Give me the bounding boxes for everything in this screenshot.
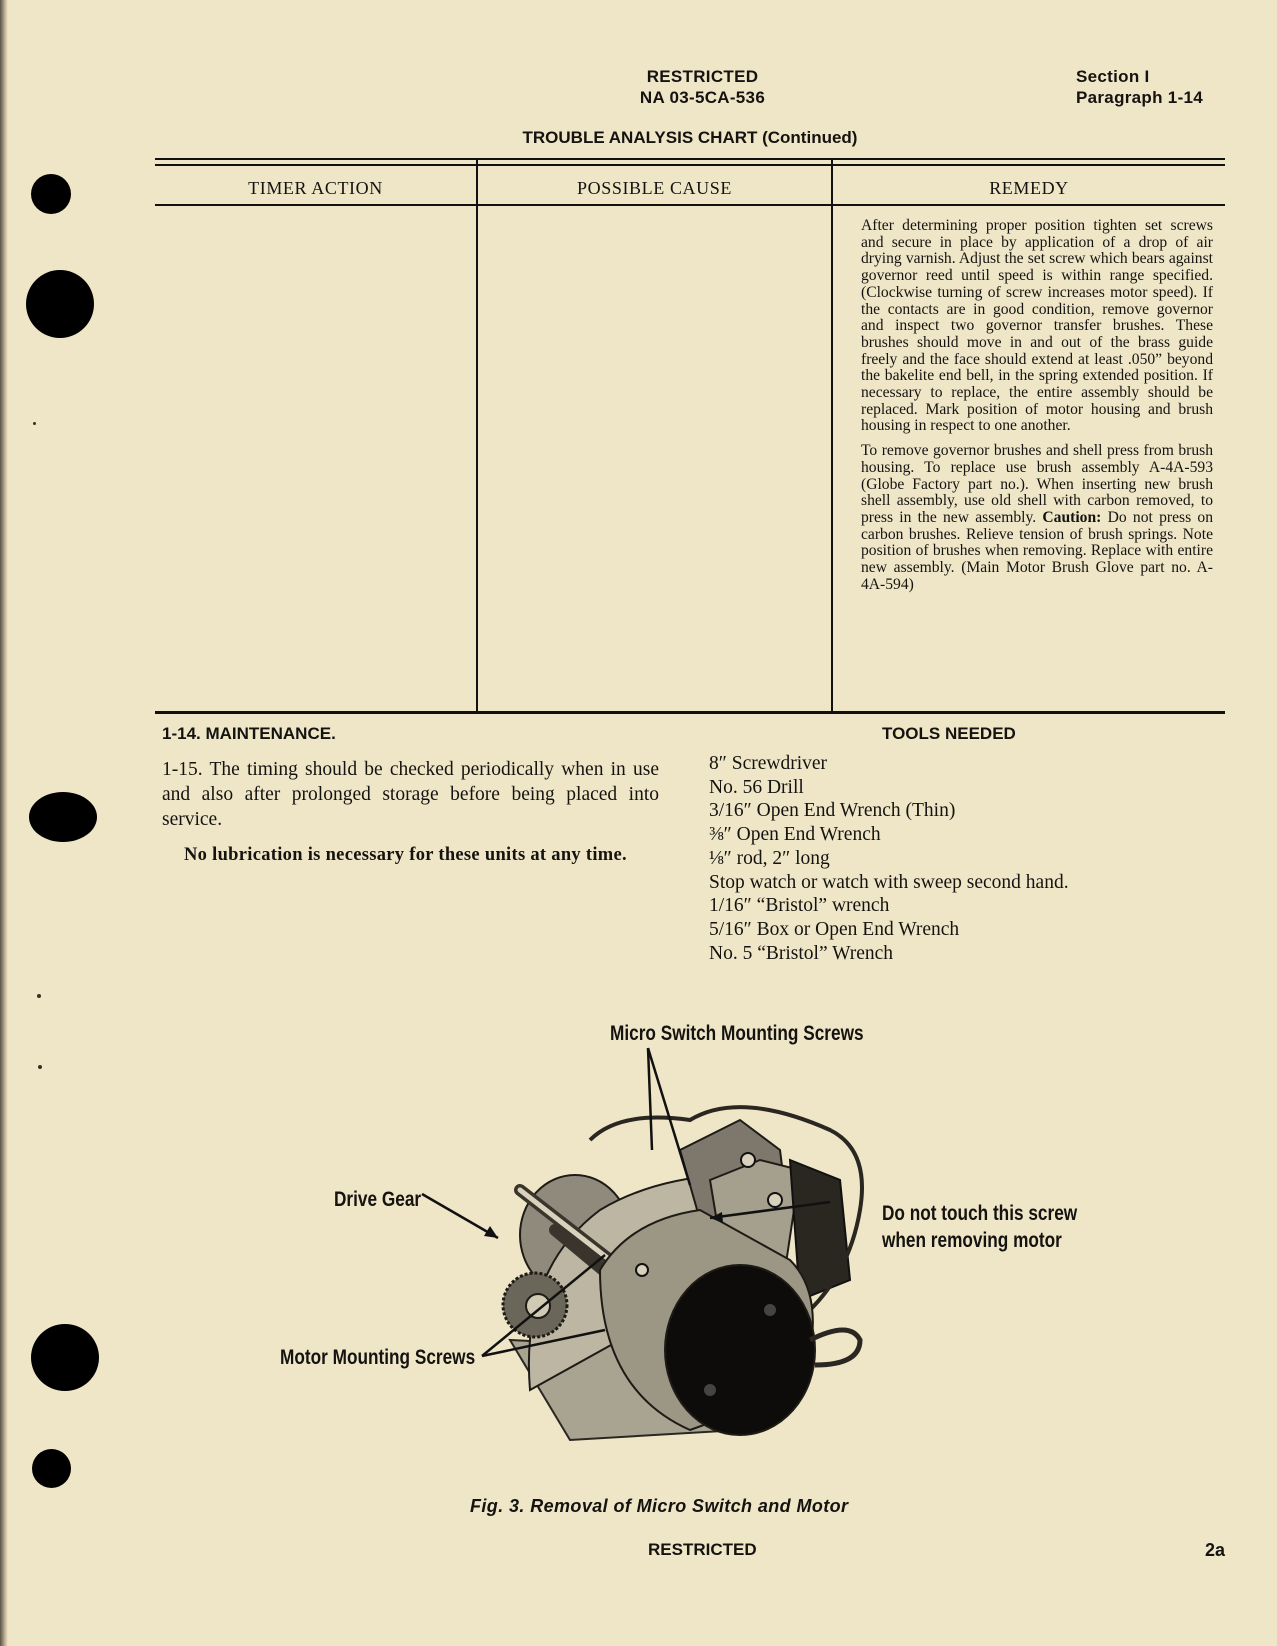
table-top-rule bbox=[155, 158, 1225, 160]
tool-item: 8″ Screwdriver bbox=[709, 753, 828, 774]
label-micro-switch-screws: Micro Switch Mounting Screws bbox=[610, 1022, 864, 1045]
tool-item: 3/16″ Open End Wrench (Thin) bbox=[709, 800, 956, 822]
binder-hole bbox=[31, 1324, 99, 1391]
binder-hole bbox=[29, 792, 97, 842]
header-bottom-rule bbox=[155, 204, 1225, 206]
label-line: Do not touch this screw bbox=[882, 1202, 1078, 1225]
binder-hole bbox=[32, 1449, 71, 1488]
table-top-rule-2 bbox=[155, 164, 1225, 166]
maintenance-paragraph: 1-15. The timing should be checked periodically when in use and also after prolonged storage before being placed into service. bbox=[162, 759, 659, 830]
column-header-possible-cause: POSSIBLE CAUSE bbox=[577, 178, 732, 198]
tools-list bbox=[709, 752, 1069, 965]
caution-text: Do not press on carbon brushes. Relieve tension of brush springs. Note position of brushes when removing. Replace with entire new assembly. (Main Motor Brush Glove part no. A-4A-594) bbox=[861, 508, 1213, 593]
tool-item: 1/16″ “Bristol” wrench bbox=[709, 895, 890, 917]
figure-caption: Fig. 3. Removal of Micro Switch and Motor bbox=[470, 1496, 849, 1516]
page-edge bbox=[0, 0, 8, 1646]
paper-speck bbox=[37, 994, 41, 998]
trouble-analysis-table bbox=[155, 158, 1225, 714]
tool-item: Stop watch or watch with sweep second hand. bbox=[709, 871, 1069, 893]
table-bottom-rule bbox=[155, 711, 1225, 714]
section-reference bbox=[1076, 66, 1203, 108]
label-drive-gear: Drive Gear bbox=[334, 1188, 422, 1211]
remedy-cell bbox=[861, 218, 1213, 601]
binder-hole bbox=[26, 270, 94, 338]
header-paragraph: Paragraph 1-14 bbox=[1076, 88, 1204, 107]
tool-item: No. 5 “Bristol” Wrench bbox=[709, 942, 894, 964]
paper-speck bbox=[38, 1065, 42, 1069]
label-line: when removing motor bbox=[882, 1229, 1062, 1252]
lubrication-note: No lubrication is necessary for these units at any time. bbox=[184, 845, 627, 865]
column-header-remedy: REMEDY bbox=[989, 178, 1069, 198]
label-motor-mounting-screws: Motor Mounting Screws bbox=[280, 1346, 476, 1369]
column-header-timer-action: TIMER ACTION bbox=[248, 178, 383, 198]
remedy-paragraph bbox=[861, 443, 1213, 593]
caution-label: Caution: bbox=[1042, 508, 1102, 526]
paper-speck bbox=[33, 422, 36, 425]
tools-heading: TOOLS NEEDED bbox=[882, 724, 1016, 743]
tool-item: ⅜″ Open End Wrench bbox=[709, 824, 881, 846]
header-section: Section I bbox=[1076, 67, 1150, 86]
running-header bbox=[575, 66, 830, 108]
chart-title: TROUBLE ANALYSIS CHART (Continued) bbox=[522, 128, 858, 147]
column-divider bbox=[831, 158, 833, 712]
remedy-text: To remove governor brushes and shell press from brush housing. To replace use brush assembly A-4A-593 (Globe Factory part no.). When inserting new brush shell assembly, use old shell with carbon removed, to press in the new assembly. bbox=[861, 442, 1213, 526]
page-number: 2a bbox=[1205, 1540, 1226, 1560]
tool-item: 5/16″ Box or Open End Wrench bbox=[709, 918, 960, 940]
maintenance-heading: 1-14. MAINTENANCE. bbox=[162, 724, 336, 743]
label-do-not-touch-screw bbox=[882, 1200, 1077, 1254]
remedy-paragraph: After determining proper position tighten set screws and secure in place by application of a drop of air drying varnish. Adjust the set screw which bears against governor reed until speed is within range specified. (Clockwise turning of screw increases motor speed). If the contacts are in good condition, remove governor and inspect two governor transfer brushes. These brushes should move in and out of the brass guide freely and the face should extend at least .050” beyond the bakelite end bell, in the spring extended position. If necessary to replace, the entire assembly should be replaced. Mark position of motor housing and brush housing in respect to one another. bbox=[861, 217, 1213, 435]
figure-motor-assembly bbox=[270, 1010, 1140, 1470]
header-classification: RESTRICTED bbox=[646, 67, 759, 86]
tool-item: ⅛″ rod, 2″ long bbox=[709, 847, 830, 869]
column-divider bbox=[476, 158, 478, 712]
footer-classification: RESTRICTED bbox=[648, 1540, 757, 1559]
header-doc-number: NA 03-5CA-536 bbox=[639, 88, 766, 107]
tool-item: No. 56 Drill bbox=[709, 776, 804, 798]
binder-hole bbox=[31, 174, 71, 214]
